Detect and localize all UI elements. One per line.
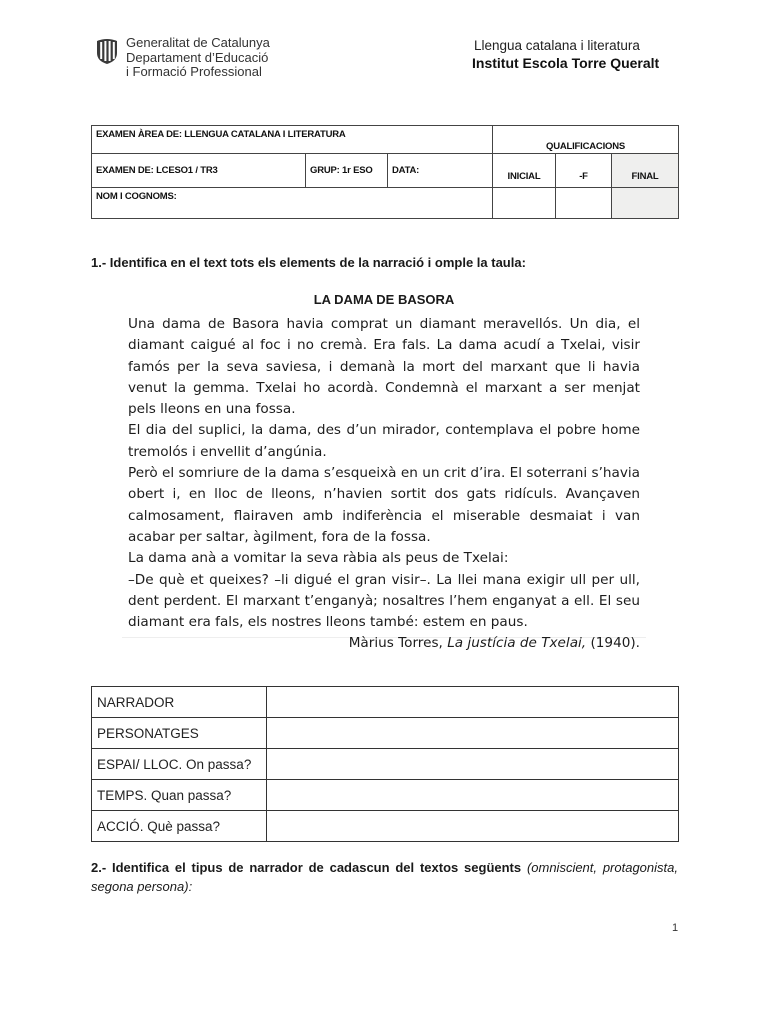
- subject-title: Llengua catalana i literatura: [474, 38, 640, 53]
- minus-f-grade-box: [556, 188, 612, 219]
- row-label-personatges: PERSONATGES: [92, 718, 267, 749]
- org-line-2: Departament d’Educació: [126, 49, 269, 65]
- answer-cell-espai[interactable]: [267, 749, 679, 780]
- final-grade-label: FINAL: [612, 154, 679, 188]
- row-label-accio: ACCIÓ. Què passa?: [92, 811, 267, 842]
- table-row: [92, 811, 679, 842]
- group-cell: GRUP: 1r ESO: [306, 154, 388, 188]
- attribution-work: La justícia de Txelai,: [447, 635, 587, 652]
- initial-grade-label: INICIAL: [493, 154, 556, 188]
- passage-paragraph: Una dama de Basora havia comprat un diamant meravellós. Un dia, el diamant caigué al foc i no cremà. Era fals. La dama acudí a Txelai, visir famós per la seva saviesa, i demanà la mort del marxant que li havia venut la gemma. Txelai ho acordà. Condemnà el marxant a ser menjat pels lleons en una fossa.: [128, 316, 640, 418]
- org-line-3: i Formació Professional: [126, 64, 262, 79]
- row-label-espai: ESPAI/ LLOC. On passa?: [92, 749, 267, 780]
- row-label-temps: TEMPS. Quan passa?: [92, 780, 267, 811]
- passage-paragraph: La dama anà a vomitar la seva ràbia als peus de Txelai:: [128, 550, 509, 567]
- table-row: [92, 687, 679, 718]
- table-row: [92, 718, 679, 749]
- page-number: 1: [672, 922, 679, 934]
- passage-paragraph: Però el somriure de la dama s’esqueixà en un crit d’ira. El soterrani s’havia obert i, en lloc de lleons, n’havien sortit dos gats ridículs. Avançaven calmosament, flairaven amb indiferència el miserable desmaiat i van acabar per saltar, àgilment, fora de la fossa.: [128, 465, 640, 545]
- exam-code-cell: EXAMEN DE: LCESO1 / TR3: [92, 154, 306, 188]
- story-passage: [122, 312, 646, 652]
- exam-info-table: [91, 125, 679, 219]
- table-row: [92, 749, 679, 780]
- qualifications-header: QUALIFICACIONS: [493, 126, 679, 154]
- minus-f-grade-label: -F: [556, 154, 612, 188]
- question-2-text: 2.- Identifica el tipus de narrador de cadascun del textos següents: [91, 860, 522, 875]
- question-2-hint: (omniscient, protagonista, segona persona):: [91, 860, 678, 894]
- exam-area-cell: EXAMEN ÀREA DE: LLENGUA CATALANA I LITERATURA: [92, 126, 493, 154]
- generalitat-emblem-icon: [95, 38, 119, 64]
- organization-name: [126, 36, 270, 80]
- attribution-author: Màrius Torres,: [348, 635, 448, 652]
- generalitat-logo: [95, 36, 295, 86]
- table-row: [92, 780, 679, 811]
- org-line-1: Generalitat de Catalunya: [126, 35, 270, 50]
- final-grade-box: [612, 188, 679, 219]
- initial-grade-box: [493, 188, 556, 219]
- school-name: Institut Escola Torre Queralt: [472, 55, 660, 71]
- passage-paragraph: –De què et queixes? –li digué el gran visir–. La llei mana exigir ull per ull, dent perdent. El marxant t’enganyà; nosaltres l’hem enganyat a ell. El seu diamant era fals, els nostres lleons també: estem en paus.: [128, 571, 640, 631]
- passage-paragraph: El dia del suplici, la dama, des d’un mirador, contemplava el pobre home tremolós i envellit d’angúnia.: [128, 422, 640, 460]
- row-label-narrador: NARRADOR: [92, 687, 267, 718]
- attribution-year: (1940).: [586, 635, 640, 652]
- date-cell[interactable]: DATA:: [388, 154, 493, 188]
- student-name-cell[interactable]: NOM I COGNOMS:: [92, 188, 493, 219]
- passage-attribution: [128, 633, 640, 654]
- question-1-prompt: 1.- Identifica en el text tots els elements de la narració i omple la taula:: [91, 255, 526, 270]
- answer-cell-accio[interactable]: [267, 811, 679, 842]
- story-title: LA DAMA DE BASORA: [313, 292, 455, 307]
- answer-cell-temps[interactable]: [267, 780, 679, 811]
- answer-cell-narrador[interactable]: [267, 687, 679, 718]
- answer-cell-personatges[interactable]: [267, 718, 679, 749]
- question-2-prompt: [91, 858, 678, 896]
- narration-elements-table: [91, 686, 679, 842]
